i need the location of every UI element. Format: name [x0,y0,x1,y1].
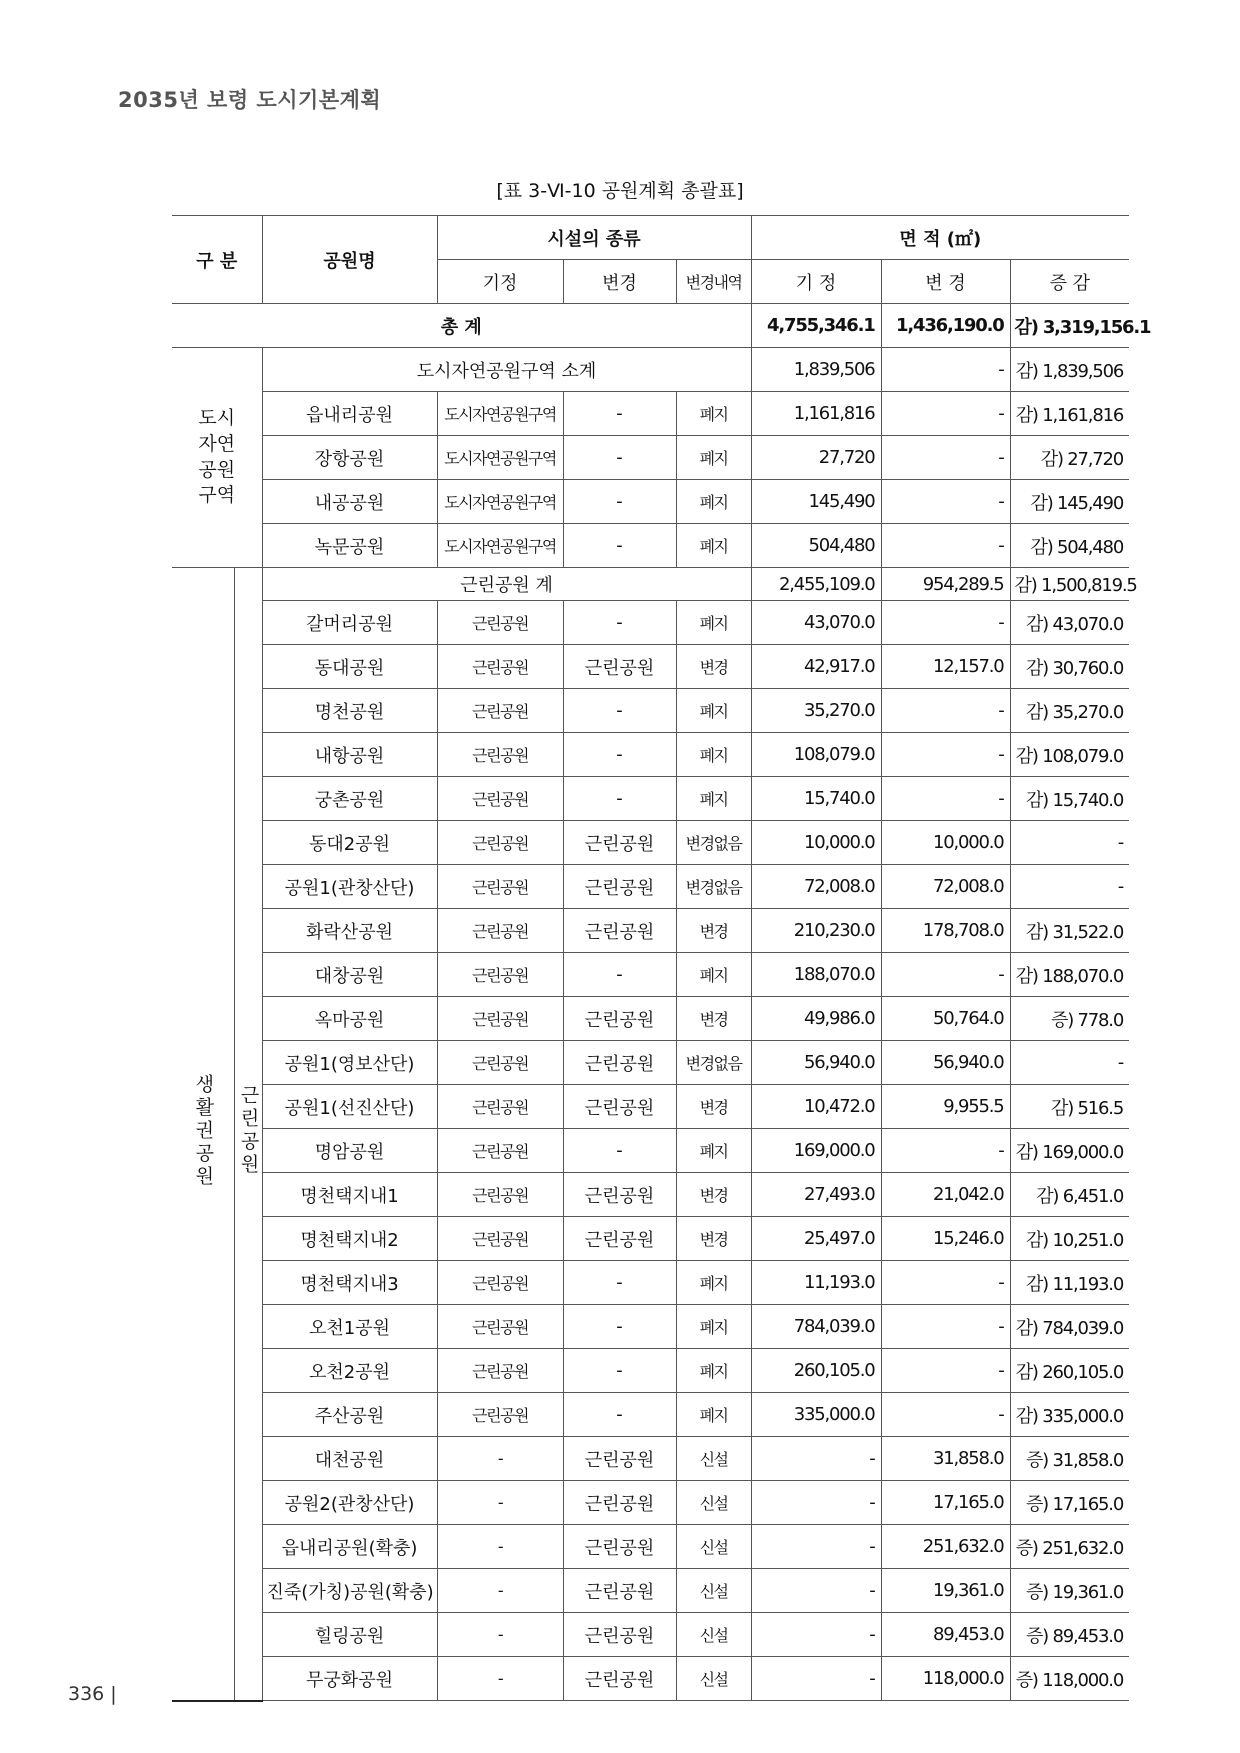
change-detail: 폐지 [676,777,751,821]
area-change: 10,000.0 [881,821,1010,865]
park-name: 동대2공원 [262,821,437,865]
area-header: 면 적 (㎡) [751,216,1129,260]
type-existing: 근린공원 [437,1129,563,1173]
change-detail: 신설 [676,1613,751,1657]
area-existing: 335,000.0 [751,1393,881,1437]
change-detail: 변경없음 [676,821,751,865]
area-existing: 260,105.0 [751,1349,881,1393]
living-group-label [172,568,234,1701]
type-existing: 근린공원 [437,1173,563,1217]
area-change: 251,632.0 [881,1525,1010,1569]
total-diff: 감) 3,319,156.1 [1010,304,1129,348]
change-detail: 폐지 [676,1349,751,1393]
type-existing: 근린공원 [437,865,563,909]
change-detail: 변경 [676,909,751,953]
area-existing: 49,986.0 [751,997,881,1041]
table-row [172,1217,1129,1261]
table-row [172,689,1129,733]
type-change: - [563,436,676,480]
type-existing: 근린공원 [437,1305,563,1349]
header-row-1 [172,216,1129,260]
park-name: 대창공원 [262,953,437,997]
area-existing: 784,039.0 [751,1305,881,1349]
table-row [172,1525,1129,1569]
type-existing: 도시자연공원구역 [437,524,563,568]
area-diff: 증) 251,632.0 [1010,1525,1129,1569]
table-row [172,909,1129,953]
area-existing: 188,070.0 [751,953,881,997]
park-name: 화락산공원 [262,909,437,953]
area-change: 12,157.0 [881,645,1010,689]
area-change-header: 변 경 [881,260,1010,304]
natural-subtotal-change: - [881,348,1010,392]
area-diff: 감) 516.5 [1010,1085,1129,1129]
park-name: 무궁화공원 [262,1657,437,1701]
type-change: 근린공원 [563,1217,676,1261]
area-existing: 25,497.0 [751,1217,881,1261]
type-change: - [563,1349,676,1393]
area-existing: 145,490 [751,480,881,524]
table-row [172,1261,1129,1305]
area-change: 50,764.0 [881,997,1010,1041]
area-diff-header: 증 감 [1010,260,1129,304]
type-change: - [563,601,676,645]
park-name: 공원2(관창산단) [262,1481,437,1525]
table-row [172,1481,1129,1525]
area-existing: 42,917.0 [751,645,881,689]
area-diff: 감) 108,079.0 [1010,733,1129,777]
type-existing: 근린공원 [437,645,563,689]
type-existing: 근린공원 [437,777,563,821]
area-existing: 10,472.0 [751,1085,881,1129]
type-change: - [563,480,676,524]
change-header: 변경 [563,260,676,304]
area-change: - [881,524,1010,568]
table-row [172,436,1129,480]
park-name: 궁촌공원 [262,777,437,821]
area-change: 56,940.0 [881,1041,1010,1085]
living-subtotal-diff: 감) 1,500,819.5 [1010,568,1129,601]
area-diff: 감) 11,193.0 [1010,1261,1129,1305]
area-change: - [881,1305,1010,1349]
type-existing: - [437,1613,563,1657]
park-name: 내공공원 [262,480,437,524]
area-diff: 감) 504,480 [1010,524,1129,568]
park-name: 명천공원 [262,689,437,733]
area-existing: 27,720 [751,436,881,480]
area-existing: 35,270.0 [751,689,881,733]
type-existing: - [437,1437,563,1481]
area-change: - [881,953,1010,997]
table-row [172,392,1129,436]
type-change: - [563,524,676,568]
park-name: 읍내리공원(확충) [262,1525,437,1569]
area-change: 118,000.0 [881,1657,1010,1701]
area-diff: 감) 145,490 [1010,480,1129,524]
type-change: 근린공원 [563,909,676,953]
type-change: 근린공원 [563,997,676,1041]
change-detail: 폐지 [676,953,751,997]
type-existing: 근린공원 [437,733,563,777]
park-name: 대천공원 [262,1437,437,1481]
area-diff: 증) 89,453.0 [1010,1613,1129,1657]
area-existing: 72,008.0 [751,865,881,909]
table-row [172,733,1129,777]
type-existing: 근린공원 [437,1085,563,1129]
change-detail-header: 변경내역 [676,260,751,304]
type-existing: 도시자연공원구역 [437,480,563,524]
table-row [172,997,1129,1041]
type-change: 근린공원 [563,1481,676,1525]
table-row [172,1349,1129,1393]
table-row [172,601,1129,645]
area-change: - [881,733,1010,777]
table-row [172,1129,1129,1173]
table-row [172,1041,1129,1085]
natural-subtotal-existing: 1,839,506 [751,348,881,392]
area-change: 89,453.0 [881,1613,1010,1657]
living-subtotal-change: 954,289.5 [881,568,1010,601]
type-existing: - [437,1657,563,1701]
type-existing: 근린공원 [437,689,563,733]
area-diff: 감) 6,451.0 [1010,1173,1129,1217]
type-change: - [563,392,676,436]
change-detail: 신설 [676,1437,751,1481]
area-change: - [881,1393,1010,1437]
type-existing: - [437,1481,563,1525]
table-body [172,216,1151,1701]
type-change: 근린공원 [563,1437,676,1481]
total-row [172,304,1129,348]
area-change: 19,361.0 [881,1569,1010,1613]
change-detail: 폐지 [676,1305,751,1349]
type-change: 근린공원 [563,821,676,865]
area-change: 17,165.0 [881,1481,1010,1525]
type-existing: - [437,1569,563,1613]
living-group-text: 생활권공원 [192,1073,215,1189]
type-change: - [563,1305,676,1349]
type-change: 근린공원 [563,865,676,909]
change-detail: 변경없음 [676,865,751,909]
area-existing: - [751,1613,881,1657]
type-change: - [563,1261,676,1305]
park-name: 공원1(선진산단) [262,1085,437,1129]
park-name: 내항공원 [262,733,437,777]
type-existing: - [437,1525,563,1569]
change-detail: 폐지 [676,524,751,568]
area-diff: 감) 30,760.0 [1010,645,1129,689]
type-existing: 근린공원 [437,1349,563,1393]
document-header: 2035년 보령 도시기본계획 [118,88,382,112]
change-detail: 신설 [676,1481,751,1525]
change-detail: 폐지 [676,480,751,524]
total-existing: 4,755,346.1 [751,304,881,348]
natural-subtotal-label: 도시자연공원구역 소계 [262,348,751,392]
change-detail: 폐지 [676,1393,751,1437]
type-change: 근린공원 [563,1657,676,1701]
area-change: 31,858.0 [881,1437,1010,1481]
change-detail: 신설 [676,1657,751,1701]
type-existing: 근린공원 [437,821,563,865]
change-detail: 변경없음 [676,1041,751,1085]
area-change: 178,708.0 [881,909,1010,953]
area-change: - [881,1129,1010,1173]
neighborhood-text: 근린공원 [237,1085,260,1178]
table-row [172,1569,1129,1613]
area-diff: 감) 169,000.0 [1010,1129,1129,1173]
change-detail: 폐지 [676,733,751,777]
park-name: 녹문공원 [262,524,437,568]
table-row [172,1305,1129,1349]
area-diff: 감) 15,740.0 [1010,777,1129,821]
change-detail: 신설 [676,1525,751,1569]
park-name: 힐링공원 [262,1613,437,1657]
type-existing: 도시자연공원구역 [437,392,563,436]
area-existing: 11,193.0 [751,1261,881,1305]
table-row [172,777,1129,821]
park-name: 명천택지내1 [262,1173,437,1217]
area-diff: 증) 19,361.0 [1010,1569,1129,1613]
change-detail: 폐지 [676,601,751,645]
table-row [172,953,1129,997]
area-existing: - [751,1525,881,1569]
park-name: 공원1(영보산단) [262,1041,437,1085]
type-change: - [563,953,676,997]
table-row [172,1393,1129,1437]
area-existing: 56,940.0 [751,1041,881,1085]
change-detail: 변경 [676,1217,751,1261]
area-diff: 감) 10,251.0 [1010,1217,1129,1261]
type-existing: 근린공원 [437,601,563,645]
table-row [172,865,1129,909]
type-existing: 근린공원 [437,909,563,953]
type-change: - [563,733,676,777]
living-subtotal-row [172,568,1129,601]
area-diff: - [1010,865,1129,909]
division-header: 구 분 [172,216,262,304]
park-name: 갈머리공원 [262,601,437,645]
area-existing: 504,480 [751,524,881,568]
area-change: 72,008.0 [881,865,1010,909]
change-detail: 변경 [676,645,751,689]
area-diff: 감) 1,161,816 [1010,392,1129,436]
table-row [172,1085,1129,1129]
type-existing: 근린공원 [437,1261,563,1305]
type-change: - [563,1393,676,1437]
area-change: - [881,436,1010,480]
area-existing: 10,000.0 [751,821,881,865]
type-change: 근린공원 [563,1525,676,1569]
type-change: 근린공원 [563,1085,676,1129]
park-name: 오천2공원 [262,1349,437,1393]
table-row [172,1657,1129,1701]
area-existing: 108,079.0 [751,733,881,777]
type-change: - [563,777,676,821]
area-existing: - [751,1569,881,1613]
park-name: 명천택지내3 [262,1261,437,1305]
table-row [172,645,1129,689]
park-name: 장항공원 [262,436,437,480]
natural-group-label: 도시 자연 공원 구역 [172,348,262,568]
type-existing: 도시자연공원구역 [437,436,563,480]
park-name: 주산공원 [262,1393,437,1437]
area-change: - [881,601,1010,645]
area-diff: 감) 784,039.0 [1010,1305,1129,1349]
existing-header: 기정 [437,260,563,304]
neighborhood-label [234,568,262,1701]
table-row [172,1173,1129,1217]
area-diff: 감) 335,000.0 [1010,1393,1129,1437]
type-change: - [563,1129,676,1173]
table-row [172,1613,1129,1657]
living-subtotal-label: 근린공원 계 [262,568,751,601]
table-caption: [표 3-Ⅵ-10 공원계획 총괄표] [496,180,744,202]
table-row [172,821,1129,865]
park-name: 명천택지내2 [262,1217,437,1261]
area-diff: 감) 188,070.0 [1010,953,1129,997]
area-existing: 27,493.0 [751,1173,881,1217]
type-existing: 근린공원 [437,1393,563,1437]
total-change: 1,436,190.0 [881,304,1010,348]
living-subtotal-existing: 2,455,109.0 [751,568,881,601]
change-detail: 폐지 [676,689,751,733]
area-change: 21,042.0 [881,1173,1010,1217]
change-detail: 폐지 [676,436,751,480]
area-existing: - [751,1481,881,1525]
park-name: 오천1공원 [262,1305,437,1349]
change-detail: 폐지 [676,1261,751,1305]
area-existing: 1,161,816 [751,392,881,436]
area-diff: 감) 27,720 [1010,436,1129,480]
area-diff: 감) 43,070.0 [1010,601,1129,645]
area-existing: 43,070.0 [751,601,881,645]
park-name-header: 공원명 [262,216,437,304]
area-diff: - [1010,821,1129,865]
table-row [172,1437,1129,1481]
page-number: 336 | [68,1683,117,1705]
area-change: 9,955.5 [881,1085,1010,1129]
total-label: 총 계 [172,304,751,348]
park-name: 옥마공원 [262,997,437,1041]
area-change: - [881,777,1010,821]
change-detail: 변경 [676,1173,751,1217]
park-name: 동대공원 [262,645,437,689]
type-change: 근린공원 [563,1569,676,1613]
area-existing-header: 기 정 [751,260,881,304]
change-detail: 신설 [676,1569,751,1613]
area-change: - [881,1261,1010,1305]
table-row [172,524,1129,568]
natural-subtotal-diff: 감) 1,839,506 [1010,348,1129,392]
table-row [172,480,1129,524]
type-change: 근린공원 [563,1041,676,1085]
area-change: - [881,392,1010,436]
area-diff: 증) 17,165.0 [1010,1481,1129,1525]
natural-subtotal-row [172,348,1129,392]
park-plan-table [172,215,1151,1702]
area-change: 15,246.0 [881,1217,1010,1261]
area-change: - [881,1349,1010,1393]
change-detail: 변경 [676,997,751,1041]
area-diff: 증) 778.0 [1010,997,1129,1041]
change-detail: 폐지 [676,1129,751,1173]
facility-type-header: 시설의 종류 [437,216,751,260]
area-diff: 감) 35,270.0 [1010,689,1129,733]
type-existing: 근린공원 [437,1217,563,1261]
type-existing: 근린공원 [437,1041,563,1085]
area-diff: 증) 118,000.0 [1010,1657,1129,1701]
area-diff: 감) 260,105.0 [1010,1349,1129,1393]
area-diff: 증) 31,858.0 [1010,1437,1129,1481]
change-detail: 변경 [676,1085,751,1129]
area-existing: 15,740.0 [751,777,881,821]
type-existing: 근린공원 [437,997,563,1041]
area-change: - [881,480,1010,524]
park-name: 진죽(가칭)공원(확충) [262,1569,437,1613]
area-diff: - [1010,1041,1129,1085]
type-change: 근린공원 [563,645,676,689]
type-existing: 근린공원 [437,953,563,997]
area-existing: - [751,1437,881,1481]
change-detail: 폐지 [676,392,751,436]
type-change: 근린공원 [563,1173,676,1217]
area-change: - [881,689,1010,733]
area-diff: 감) 31,522.0 [1010,909,1129,953]
area-existing: 169,000.0 [751,1129,881,1173]
park-name: 읍내리공원 [262,392,437,436]
park-name: 명암공원 [262,1129,437,1173]
area-existing: 210,230.0 [751,909,881,953]
type-change: 근린공원 [563,1613,676,1657]
area-existing: - [751,1657,881,1701]
type-change: - [563,689,676,733]
park-name: 공원1(관창산단) [262,865,437,909]
